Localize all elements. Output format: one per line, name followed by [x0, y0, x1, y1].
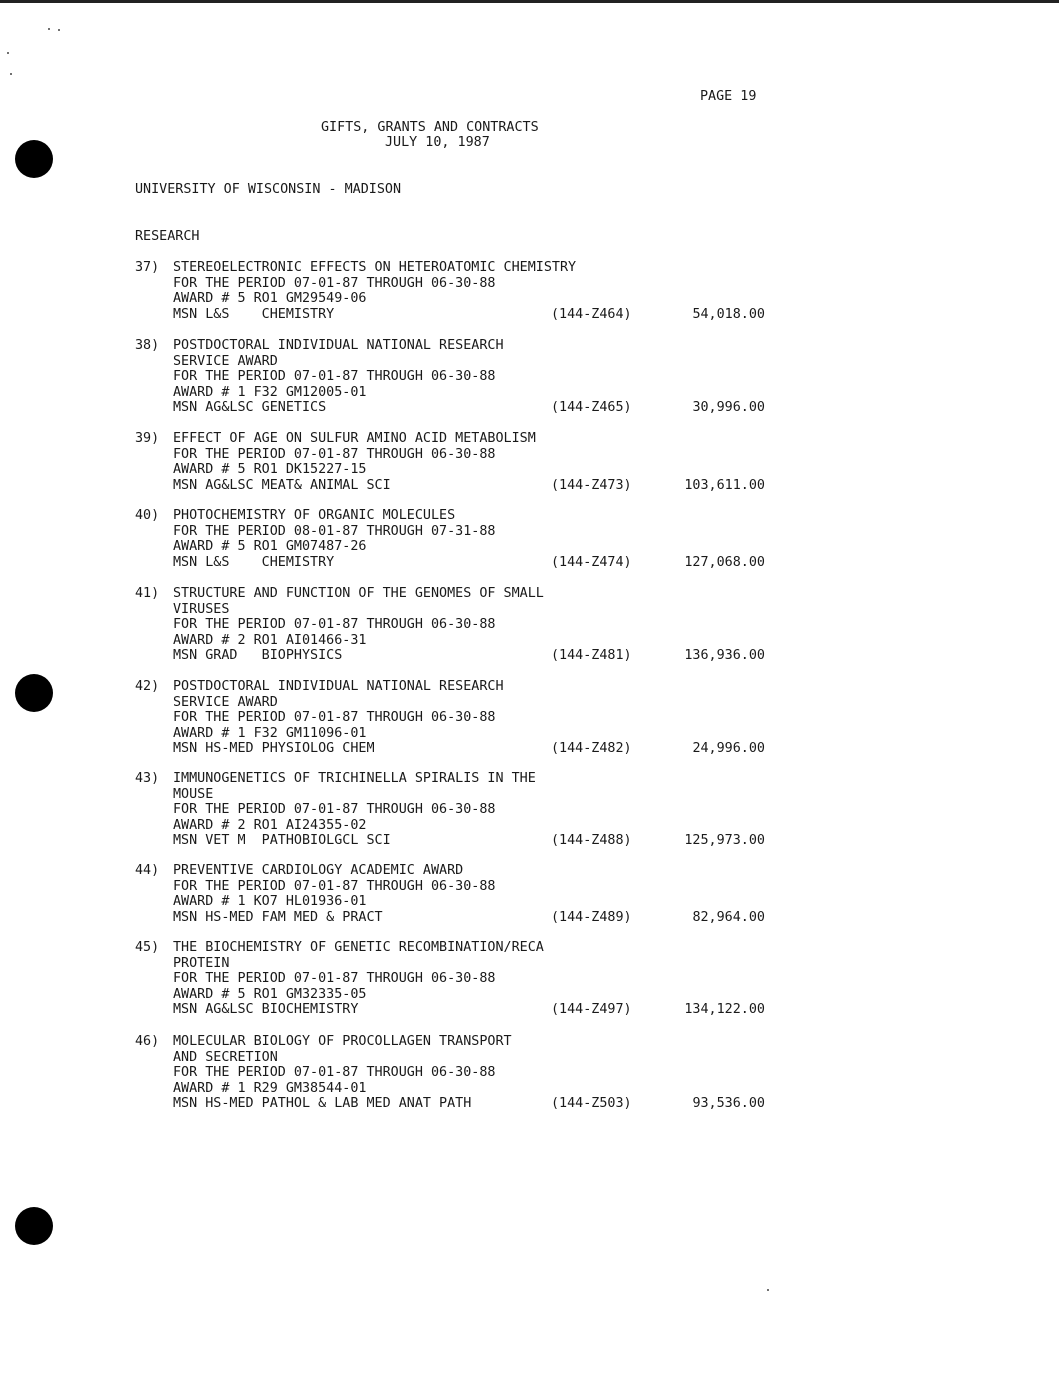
- award-detail-row: [135, 539, 775, 555]
- award-summary-row: [135, 833, 775, 849]
- award-detail-row: [135, 462, 775, 478]
- award-summary-row: [135, 648, 775, 664]
- award-entry: [135, 940, 775, 1018]
- award-detail: AWARD # 5 RO1 GM07487-26: [173, 539, 367, 554]
- award-title-row: [135, 771, 775, 787]
- award-account-code: (144-Z465): [551, 400, 632, 415]
- punch-hole-top: [15, 140, 53, 178]
- document-date: JULY 10, 1987: [385, 135, 490, 150]
- award-detail-row: [135, 894, 775, 910]
- award-entry: [135, 586, 775, 664]
- award-detail: AWARD # 5 RO1 GM32335-05: [173, 986, 367, 1002]
- award-number: 41): [135, 586, 160, 601]
- award-number: 37): [135, 260, 160, 275]
- award-account-code: (144-Z474): [551, 554, 632, 570]
- award-detail: AWARD # 2 RO1 AI01466-31: [173, 632, 367, 648]
- award-amount: 93,536.00: [692, 1096, 765, 1111]
- award-detail-row: [135, 633, 775, 649]
- award-detail: FOR THE PERIOD 07-01-87 THROUGH 06-30-88: [173, 369, 496, 384]
- award-detail: AWARD # 1 KO7 HL01936-01: [173, 894, 367, 909]
- award-detail-row: [135, 354, 775, 370]
- award-amount: 103,611.00: [684, 477, 765, 493]
- award-entry: [135, 338, 775, 416]
- award-number: 43): [135, 771, 160, 786]
- award-account-code: (144-Z482): [551, 741, 632, 756]
- award-title: IMMUNOGENETICS OF TRICHINELLA SPIRALIS IN THE: [173, 771, 536, 786]
- award-detail: PROTEIN: [173, 955, 230, 971]
- award-detail-row: [135, 971, 775, 987]
- award-detail: FOR THE PERIOD 07-01-87 THROUGH 06-30-88: [173, 710, 496, 725]
- award-detail-row: [135, 802, 775, 818]
- award-summary-row: [135, 741, 775, 757]
- institution-name: UNIVERSITY OF WISCONSIN - MADISON: [135, 182, 402, 197]
- award-department: MSN AG&LSC BIOCHEMISTRY: [173, 1002, 359, 1017]
- award-account-code: (144-Z497): [551, 1002, 632, 1017]
- punch-hole-middle: [15, 674, 53, 712]
- award-entry: [135, 260, 775, 322]
- award-department: MSN HS-MED PATHOL & LAB MED ANAT PATH: [173, 1096, 472, 1111]
- award-title: PREVENTIVE CARDIOLOGY ACADEMIC AWARD: [173, 863, 464, 878]
- award-detail-row: [135, 291, 775, 307]
- award-title: THE BIOCHEMISTRY OF GENETIC RECOMBINATION/RECA: [173, 940, 544, 955]
- document-title: GIFTS, GRANTS AND CONTRACTS: [321, 120, 539, 135]
- award-detail-row: [135, 1081, 775, 1097]
- award-detail: FOR THE PERIOD 07-01-87 THROUGH 06-30-88: [173, 802, 496, 817]
- award-number: 42): [135, 679, 160, 694]
- award-summary-row: [135, 307, 775, 323]
- award-detail-row: [135, 617, 775, 633]
- scan-speck: [767, 1289, 769, 1291]
- award-department: MSN AG&LSC GENETICS: [173, 400, 327, 415]
- award-detail-row: [135, 1050, 775, 1066]
- award-detail: FOR THE PERIOD 07-01-87 THROUGH 06-30-88: [173, 275, 496, 291]
- page-number: PAGE 19: [700, 89, 757, 104]
- award-number: 39): [135, 431, 160, 446]
- scan-speck: [48, 28, 50, 30]
- award-department: MSN HS-MED PHYSIOLOG CHEM: [173, 741, 375, 756]
- award-title: MOLECULAR BIOLOGY OF PROCOLLAGEN TRANSPORT: [173, 1034, 512, 1049]
- award-entry: [135, 771, 775, 849]
- award-detail-row: [135, 276, 775, 292]
- award-department: MSN L&S CHEMISTRY: [173, 306, 335, 322]
- award-detail-row: [135, 818, 775, 834]
- section-heading: RESEARCH: [135, 229, 200, 244]
- award-title-row: [135, 586, 775, 602]
- award-detail: AWARD # 1 R29 GM38544-01: [173, 1080, 367, 1096]
- award-detail: AWARD # 1 F32 GM12005-01: [173, 384, 367, 400]
- award-entry: [135, 1034, 775, 1112]
- award-detail-row: [135, 447, 775, 463]
- award-detail: FOR THE PERIOD 08-01-87 THROUGH 07-31-88: [173, 523, 496, 539]
- award-summary-row: [135, 478, 775, 494]
- award-number: 44): [135, 863, 160, 878]
- award-detail: AWARD # 5 RO1 GM29549-06: [173, 291, 367, 306]
- award-title-row: [135, 338, 775, 354]
- award-account-code: (144-Z503): [551, 1096, 632, 1111]
- award-detail-row: [135, 710, 775, 726]
- award-title: EFFECT OF AGE ON SULFUR AMINO ACID METABOLISM: [173, 431, 536, 446]
- award-department: MSN AG&LSC MEAT& ANIMAL SCI: [173, 477, 391, 493]
- award-title-row: [135, 431, 775, 447]
- award-summary-row: [135, 1002, 775, 1018]
- award-amount: 127,068.00: [684, 554, 765, 570]
- award-detail: FOR THE PERIOD 07-01-87 THROUGH 06-30-88: [173, 1065, 496, 1080]
- award-detail: AND SECRETION: [173, 1049, 278, 1065]
- award-title: PHOTOCHEMISTRY OF ORGANIC MOLECULES: [173, 508, 456, 523]
- award-account-code: (144-Z464): [551, 306, 632, 322]
- award-title-row: [135, 260, 775, 276]
- award-entry: [135, 863, 775, 925]
- award-department: MSN GRAD BIOPHYSICS: [173, 648, 343, 663]
- award-detail-row: [135, 879, 775, 895]
- award-detail: AWARD # 2 RO1 AI24355-02: [173, 817, 367, 833]
- award-title-row: [135, 508, 775, 524]
- award-detail: FOR THE PERIOD 07-01-87 THROUGH 06-30-88: [173, 446, 496, 462]
- award-department: MSN VET M PATHOBIOLGCL SCI: [173, 833, 391, 848]
- scan-speck: [7, 52, 9, 54]
- award-summary-row: [135, 1096, 775, 1112]
- award-detail-row: [135, 1065, 775, 1081]
- award-entry: [135, 431, 775, 493]
- award-number: 40): [135, 508, 160, 523]
- award-detail-row: [135, 385, 775, 401]
- award-detail-row: [135, 695, 775, 711]
- award-entry: [135, 508, 775, 570]
- award-detail-row: [135, 602, 775, 618]
- award-detail-row: [135, 524, 775, 540]
- award-account-code: (144-Z488): [551, 833, 632, 848]
- award-number: 45): [135, 940, 160, 955]
- page-top-edge: [0, 0, 1059, 3]
- award-summary-row: [135, 400, 775, 416]
- award-account-code: (144-Z481): [551, 648, 632, 663]
- award-amount: 30,996.00: [692, 400, 765, 415]
- award-detail: AWARD # 1 F32 GM11096-01: [173, 725, 367, 741]
- award-entry: [135, 679, 775, 757]
- award-amount: 54,018.00: [692, 306, 765, 322]
- award-detail: AWARD # 5 RO1 DK15227-15: [173, 462, 367, 477]
- award-department: MSN L&S CHEMISTRY: [173, 554, 335, 570]
- award-detail: FOR THE PERIOD 07-01-87 THROUGH 06-30-88: [173, 971, 496, 986]
- award-department: MSN HS-MED FAM MED & PRACT: [173, 909, 383, 925]
- award-detail: FOR THE PERIOD 07-01-87 THROUGH 06-30-88: [173, 878, 496, 894]
- award-amount: 82,964.00: [692, 909, 765, 925]
- award-detail-row: [135, 956, 775, 972]
- award-detail-row: [135, 987, 775, 1003]
- scan-speck: [58, 29, 60, 31]
- punch-hole-bottom: [15, 1207, 53, 1245]
- award-title: POSTDOCTORAL INDIVIDUAL NATIONAL RESEARCH: [173, 338, 504, 353]
- award-detail: FOR THE PERIOD 07-01-87 THROUGH 06-30-88: [173, 617, 496, 632]
- award-title: POSTDOCTORAL INDIVIDUAL NATIONAL RESEARCH: [173, 679, 504, 694]
- award-detail-row: [135, 369, 775, 385]
- award-number: 46): [135, 1034, 160, 1049]
- award-detail-row: [135, 787, 775, 803]
- award-title: STEREOELECTRONIC EFFECTS ON HETEROATOMIC CHEMISTRY: [173, 260, 577, 275]
- award-summary-row: [135, 555, 775, 571]
- award-detail: MOUSE: [173, 786, 214, 802]
- award-amount: 134,122.00: [684, 1002, 765, 1017]
- award-number: 38): [135, 338, 160, 353]
- award-title: STRUCTURE AND FUNCTION OF THE GENOMES OF SMALL: [173, 586, 544, 601]
- award-summary-row: [135, 910, 775, 926]
- award-title-row: [135, 863, 775, 879]
- award-title-row: [135, 679, 775, 695]
- award-detail: SERVICE AWARD: [173, 353, 278, 369]
- award-amount: 136,936.00: [684, 648, 765, 663]
- award-title-row: [135, 940, 775, 956]
- scan-speck: [10, 73, 12, 75]
- award-account-code: (144-Z489): [551, 909, 632, 925]
- award-amount: 24,996.00: [692, 741, 765, 756]
- award-detail: SERVICE AWARD: [173, 694, 278, 710]
- award-detail-row: [135, 726, 775, 742]
- award-title-row: [135, 1034, 775, 1050]
- award-detail: VIRUSES: [173, 601, 230, 617]
- award-amount: 125,973.00: [684, 833, 765, 848]
- award-account-code: (144-Z473): [551, 477, 632, 493]
